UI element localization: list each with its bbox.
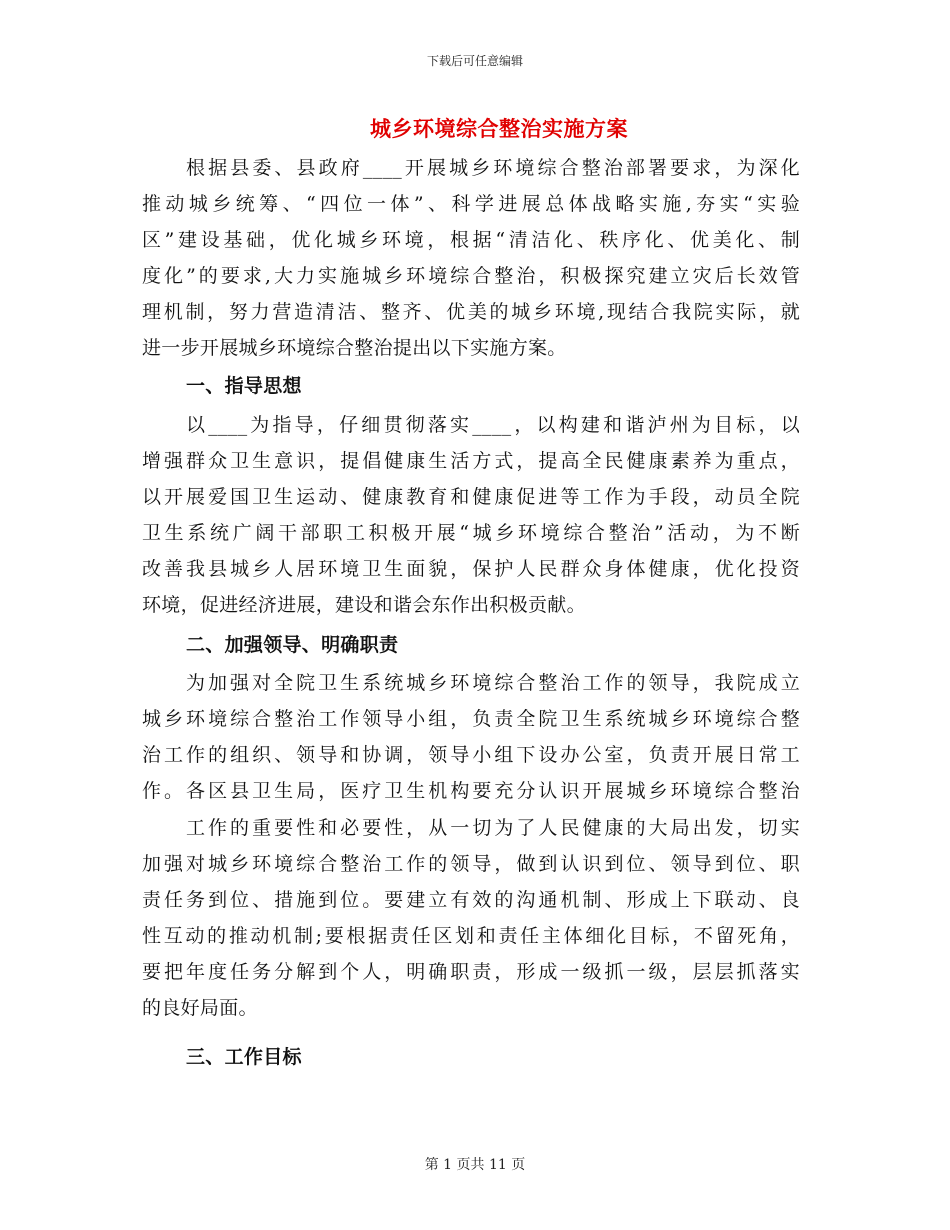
paragraph-line: 城乡环境综合整治工作领导小组，负责全院卫生系统城乡环境综合整 [142, 708, 800, 730]
paragraph-line: 以开展爱国卫生运动、健康教育和健康促进等工作为手段，动员全院 [142, 486, 800, 508]
section-heading-2: 二、加强领导、明确职责 [186, 634, 399, 656]
paragraph-line: 度化”的要求,大力实施城乡环境综合整治，积极探究建立灾后长效管 [142, 265, 800, 287]
paragraph-line: 根据县委、县政府____开展城乡环境综合整治部署要求，为深化 [186, 157, 800, 179]
paragraph-line: 责任务到位、措施到位。要建立有效的沟通机制、形成上下联动、良 [142, 889, 800, 911]
document-title: 城乡环境综合整治实施方案 [370, 116, 628, 141]
section-heading-3: 三、工作目标 [186, 1046, 302, 1068]
header-note: 下载后可任意编辑 [426, 54, 523, 68]
paragraph-line: 要把年度任务分解到个人，明确职责，形成一级抓一级，层层抓落实 [142, 961, 800, 983]
paragraph-line: 增强群众卫生意识，提倡健康生活方式，提高全民健康素养为重点， [142, 450, 800, 472]
paragraph-line: 以____为指导，仔细贯彻落实____，以构建和谐泸州为目标，以 [186, 414, 800, 436]
paragraph-line: 进一步开展城乡环境综合整治提出以下实施方案。 [142, 337, 567, 359]
paragraph-line: 理机制，努力营造清洁、整齐、优美的城乡环境,现结合我院实际，就 [142, 301, 800, 323]
paragraph-line: 治工作的组织、领导和协调，领导小组下设办公室，负责开展日常工 [142, 744, 800, 766]
paragraph-line: 环境，促进经济进展，建设和谐会东作出积极贡献。 [142, 594, 586, 616]
paragraph-line: 作。各区县卫生局，医疗卫生机构要充分认识开展城乡环境综合整治 [142, 780, 800, 802]
paragraph-line: 工作的重要性和必要性，从一切为了人民健康的大局出发，切实 [186, 817, 800, 839]
paragraph-line: 性互动的推动机制;要根据责任区划和责任主体细化目标，不留死角， [142, 925, 800, 947]
paragraph-line: 加强对城乡环境综合整治工作的领导，做到认识到位、领导到位、职 [142, 853, 800, 875]
paragraph-line: 为加强对全院卫生系统城乡环境综合整治工作的领导，我院成立 [186, 672, 800, 694]
paragraph-line: 的良好局面。 [142, 997, 258, 1019]
paragraph-line: 改善我县城乡人居环境卫生面貌，保护人民群众身体健康，优化投资 [142, 558, 800, 580]
paragraph-line: 卫生系统广阔干部职工积极开展“城乡环境综合整治”活动，为不断 [142, 522, 800, 544]
paragraph-line: 推动城乡统筹、“四位一体”、科学进展总体战略实施,夯实“实验 [142, 193, 800, 215]
section-heading-1: 一、指导思想 [186, 375, 302, 397]
paragraph-line: 区”建设基础，优化城乡环境，根据“清洁化、秩序化、优美化、制 [142, 229, 800, 251]
page-number-footer: 第 1 页共 11 页 [424, 1157, 526, 1173]
